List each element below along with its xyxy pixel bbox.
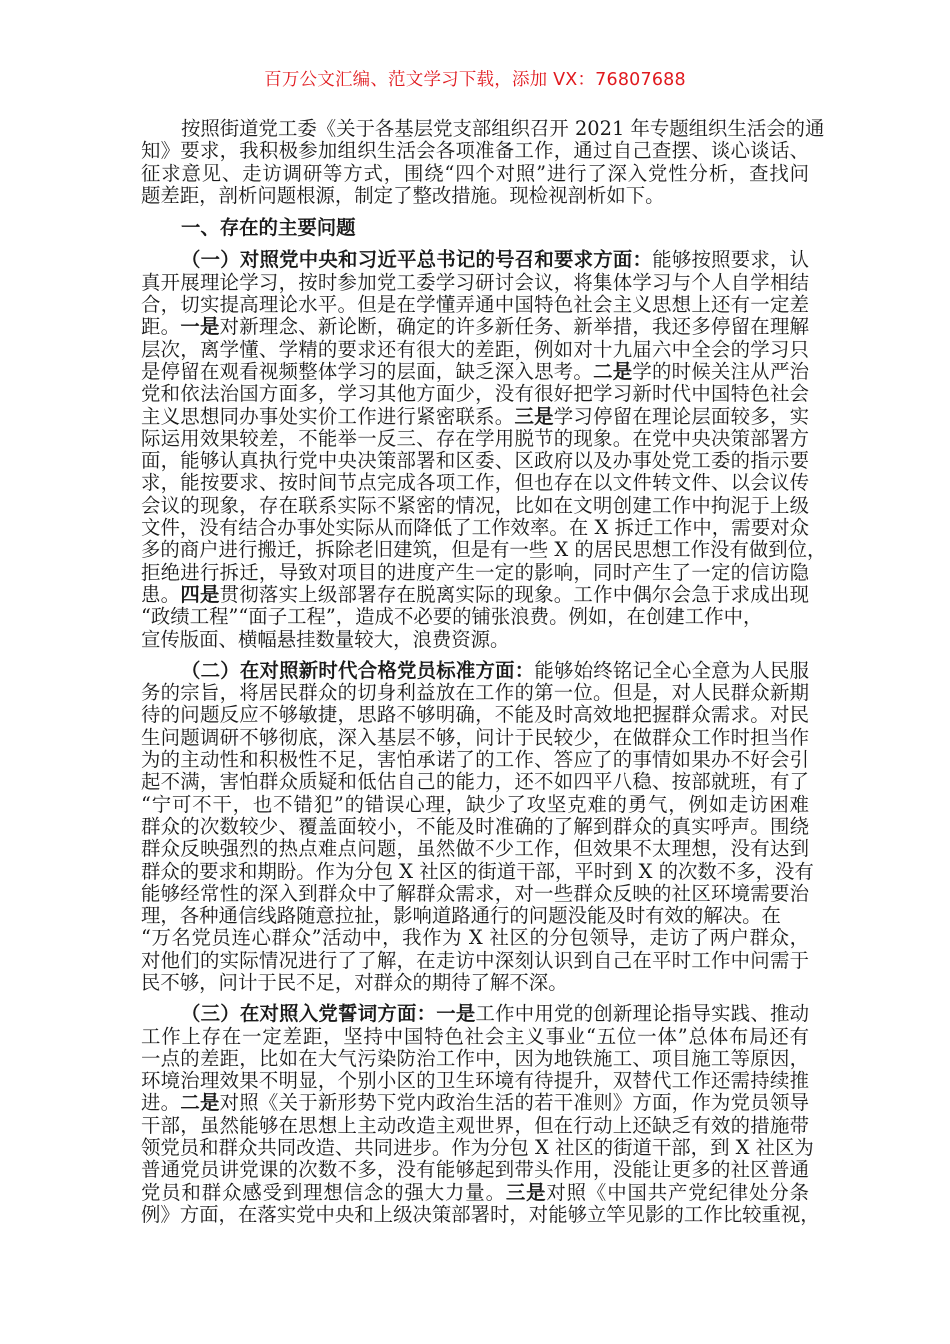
- text-line: 合，切实提高理论水平。但是在学懂弄通中国特色社会主义思想上还有一定差: [141, 293, 809, 317]
- text-line: [141, 406, 809, 428]
- text-line: 干部，虽然能够在思想上主动改造主观世界，但在行动上还缺乏有效的措施带: [141, 1113, 809, 1137]
- emphasis: 三是: [505, 1180, 547, 1204]
- text-line: 文件，没有结合办事处实际从而降低了工作效率。在 X 拆迁工作中，需要对众: [141, 516, 809, 540]
- text-line: 按照街道党工委《关于各基层党支部组织召开 2021 年专题组织生活会的通: [181, 117, 825, 140]
- text-span: 对新理念、新论断，确定的许多新任务、新举措，我还多停留在理解: [219, 315, 810, 339]
- text-line: 党和依法治国方面多，学习其他方面少，没有很好把学习新时代中国特色社会: [141, 382, 809, 406]
- text-line: 务的宗旨，将居民群众的切身利益放在工作的第一位。但是，对人民群众新期: [141, 681, 809, 705]
- intro-paragraph: [141, 117, 825, 207]
- emphasis: 一是: [180, 315, 220, 339]
- text-span: 能够始终铭记全心全意为人民服: [534, 658, 810, 682]
- paragraph-2: [141, 658, 814, 994]
- text-span: 学习停留在理论层面较多，实: [553, 404, 810, 428]
- text-line: [141, 316, 809, 338]
- emphasis: 二是: [180, 1091, 220, 1115]
- text-line: 拒绝进行拆迁，导致对项目的进度产生一定的影响，同时产生了一定的信访隐: [141, 560, 809, 584]
- text-line: 生问题调研不够彻底，深入基层不够，问计于民较少，在做群众工作时担当作: [141, 725, 809, 749]
- text-span: 主义思想同办事处实价工作进行紧密联系。: [141, 404, 515, 428]
- text-line: “万名党员连心群众”活动中，我作为 X 社区的分包领导，走访了两户群众，: [141, 926, 809, 950]
- text-line: 多的商户进行搬迁，拆除老旧建筑，但是有一些 X 的居民思想工作没有做到位，: [141, 538, 827, 562]
- text-line: 普通党员讲党课的次数不多，没有能够起到带头作用，没能让更多的社区普通: [141, 1158, 809, 1182]
- text-line: “宁可不干，也不错犯”的错误心理，缺少了攻坚克难的勇气，例如走访困难: [141, 792, 809, 816]
- text-line: 题差距，剖析问题根源，制定了整改措施。现检视剖析如下。: [141, 183, 665, 207]
- text-line: 群众反映强烈的热点难点问题，虽然做不少工作，但效果不太理想，没有达到: [141, 837, 809, 861]
- text-span: 学的时候关注从严治: [632, 359, 810, 383]
- text-line: 层次，离学懂、学精的要求还有很大的差距，例如对十九届六中全会的学习只: [141, 337, 809, 361]
- text-span: 工作中用党的创新理论指导实践、推动: [475, 1002, 810, 1026]
- emphasis: 二是: [593, 359, 633, 383]
- text-line: 会议的现象，存在联系实际不紧密的情况，比如在文明创建工作中拘泥于上级: [141, 493, 809, 517]
- watermark-banner: 百万公文汇编、范文学习下载，添加 VX：76807688: [264, 70, 686, 90]
- text-line: 工作上存在一定差距，坚持中国特色社会主义事业“五位一体”总体布局还有: [141, 1024, 809, 1048]
- text-span: 距。: [141, 315, 181, 339]
- text-line: 宣传版面、横幅悬挂数量较大，浪费资源。: [141, 627, 510, 651]
- text-line: 面，能够认真执行党中央决策部署和区委、区政府以及办事处党工委的指示要: [141, 449, 809, 473]
- text-line: 际运用效果较差，不能举一反三、存在学用脱节的现象。在党中央决策部署方: [141, 426, 809, 450]
- emphasis: 一是: [436, 1002, 476, 1026]
- document-body: [141, 117, 827, 1235]
- text-line: 真开展理论学习，按时参加党工委学习研讨会议，将集体学习与个人自学相结: [141, 270, 809, 294]
- paragraph-title: （二）在对照新时代合格党员标准方面：: [181, 658, 535, 682]
- text-line: 为的主动性和积极性不足，害怕承诺了的工作、答应了的事情如果办不好会引: [141, 748, 809, 772]
- text-line: 理，各种通信线路随意拉扯，影响道路通行的问题没能及时有效的解决。在: [141, 904, 781, 928]
- text-span: 贯彻落实上级部署存在脱离实际的现象。工作中偶尔会急于求成出现: [219, 582, 810, 606]
- text-line: 一点的差距，比如在大气污染防治工作中，因为地铁施工、项目施工等原因，: [141, 1046, 809, 1070]
- text-line: 民不够，问计于民不足，对群众的期待了解不深。: [141, 970, 568, 994]
- text-span: 党员和群众感受到理想信念的强大力量。: [141, 1180, 506, 1204]
- text-line: 群众的要求和期盼。作为分包 X 社区的街道干部，平时到 X 的次数不多，没有: [141, 859, 814, 883]
- text-line: 求，能按要求、按时间节点完成各项工作，但也存在以文件转文件、以会议传: [141, 471, 809, 495]
- text-span: 进。: [141, 1091, 181, 1115]
- emphasis: 四是: [180, 582, 220, 606]
- text-span: 是停留在观看视频整体学习的层面，缺乏深入思考。: [141, 359, 594, 383]
- paragraph-title: （三）在对照入党誓词方面：: [181, 1002, 437, 1026]
- text-line: 起不满，害怕群众质疑和低估自己的能力，还不如四平八稳、按部就班，有了: [141, 770, 809, 794]
- text-line: [141, 249, 809, 271]
- text-line: [141, 1182, 809, 1204]
- text-line: [141, 584, 809, 606]
- text-line: 征求意见、走访调研等方式，围绕“四个对照”进行了深入党性分析，查找问: [141, 161, 809, 185]
- text-line: “政绩工程”“面子工程”，造成不必要的铺张浪费。例如，在创建工作中，: [141, 605, 763, 629]
- text-line: [141, 1003, 809, 1025]
- text-span: 对照《中国共产党纪律处分条: [546, 1180, 810, 1204]
- emphasis: 三是: [514, 404, 554, 428]
- text-line: 知》要求，我积极参加组织生活会各项准备工作，通过自己查摆、谈心谈话、: [141, 139, 809, 163]
- text-line: 环境治理效果不明显，个别小区的卫生环境有待提升，双替代工作还需持续推: [141, 1069, 809, 1093]
- paragraph-3: [141, 1002, 820, 1226]
- text-line: 例》方面，在落实党中央和上级决策部署时，对能够立竿见影的工作比较重视，: [141, 1202, 820, 1226]
- text-line: 对他们的实际情况进行了了解，在走访中深刻认识到自己在平时工作中问需于: [141, 948, 809, 972]
- text-span: 患。: [141, 582, 181, 606]
- text-line: [141, 660, 809, 682]
- text-line: [141, 1092, 809, 1114]
- text-span: 对照《关于新形势下党内政治生活的若干准则》方面，作为党员领导: [219, 1091, 810, 1115]
- paragraph-title: （一）对照党中央和习近平总书记的号召和要求方面：: [181, 248, 653, 272]
- text-span: 能够按照要求，认: [652, 248, 810, 272]
- paragraph-1: [141, 248, 827, 651]
- text-line: 能够经常性的深入到群众中了解群众需求，对一些群众反映的社区环境需要治: [141, 881, 809, 905]
- text-line: 待的问题反应不够敏捷，思路不够明确，不能及时高效地把握群众需求。对民: [141, 703, 809, 727]
- text-line: [141, 361, 809, 383]
- section-heading: 一、存在的主要问题: [181, 216, 356, 240]
- text-line: 群众的次数较少、覆盖面较小，不能及时准确的了解到群众的真实呼声。围绕: [141, 814, 809, 838]
- text-line: 领党员和群众共同改造、共同进步。作为分包 X 社区的街道干部，到 X 社区为: [141, 1136, 814, 1160]
